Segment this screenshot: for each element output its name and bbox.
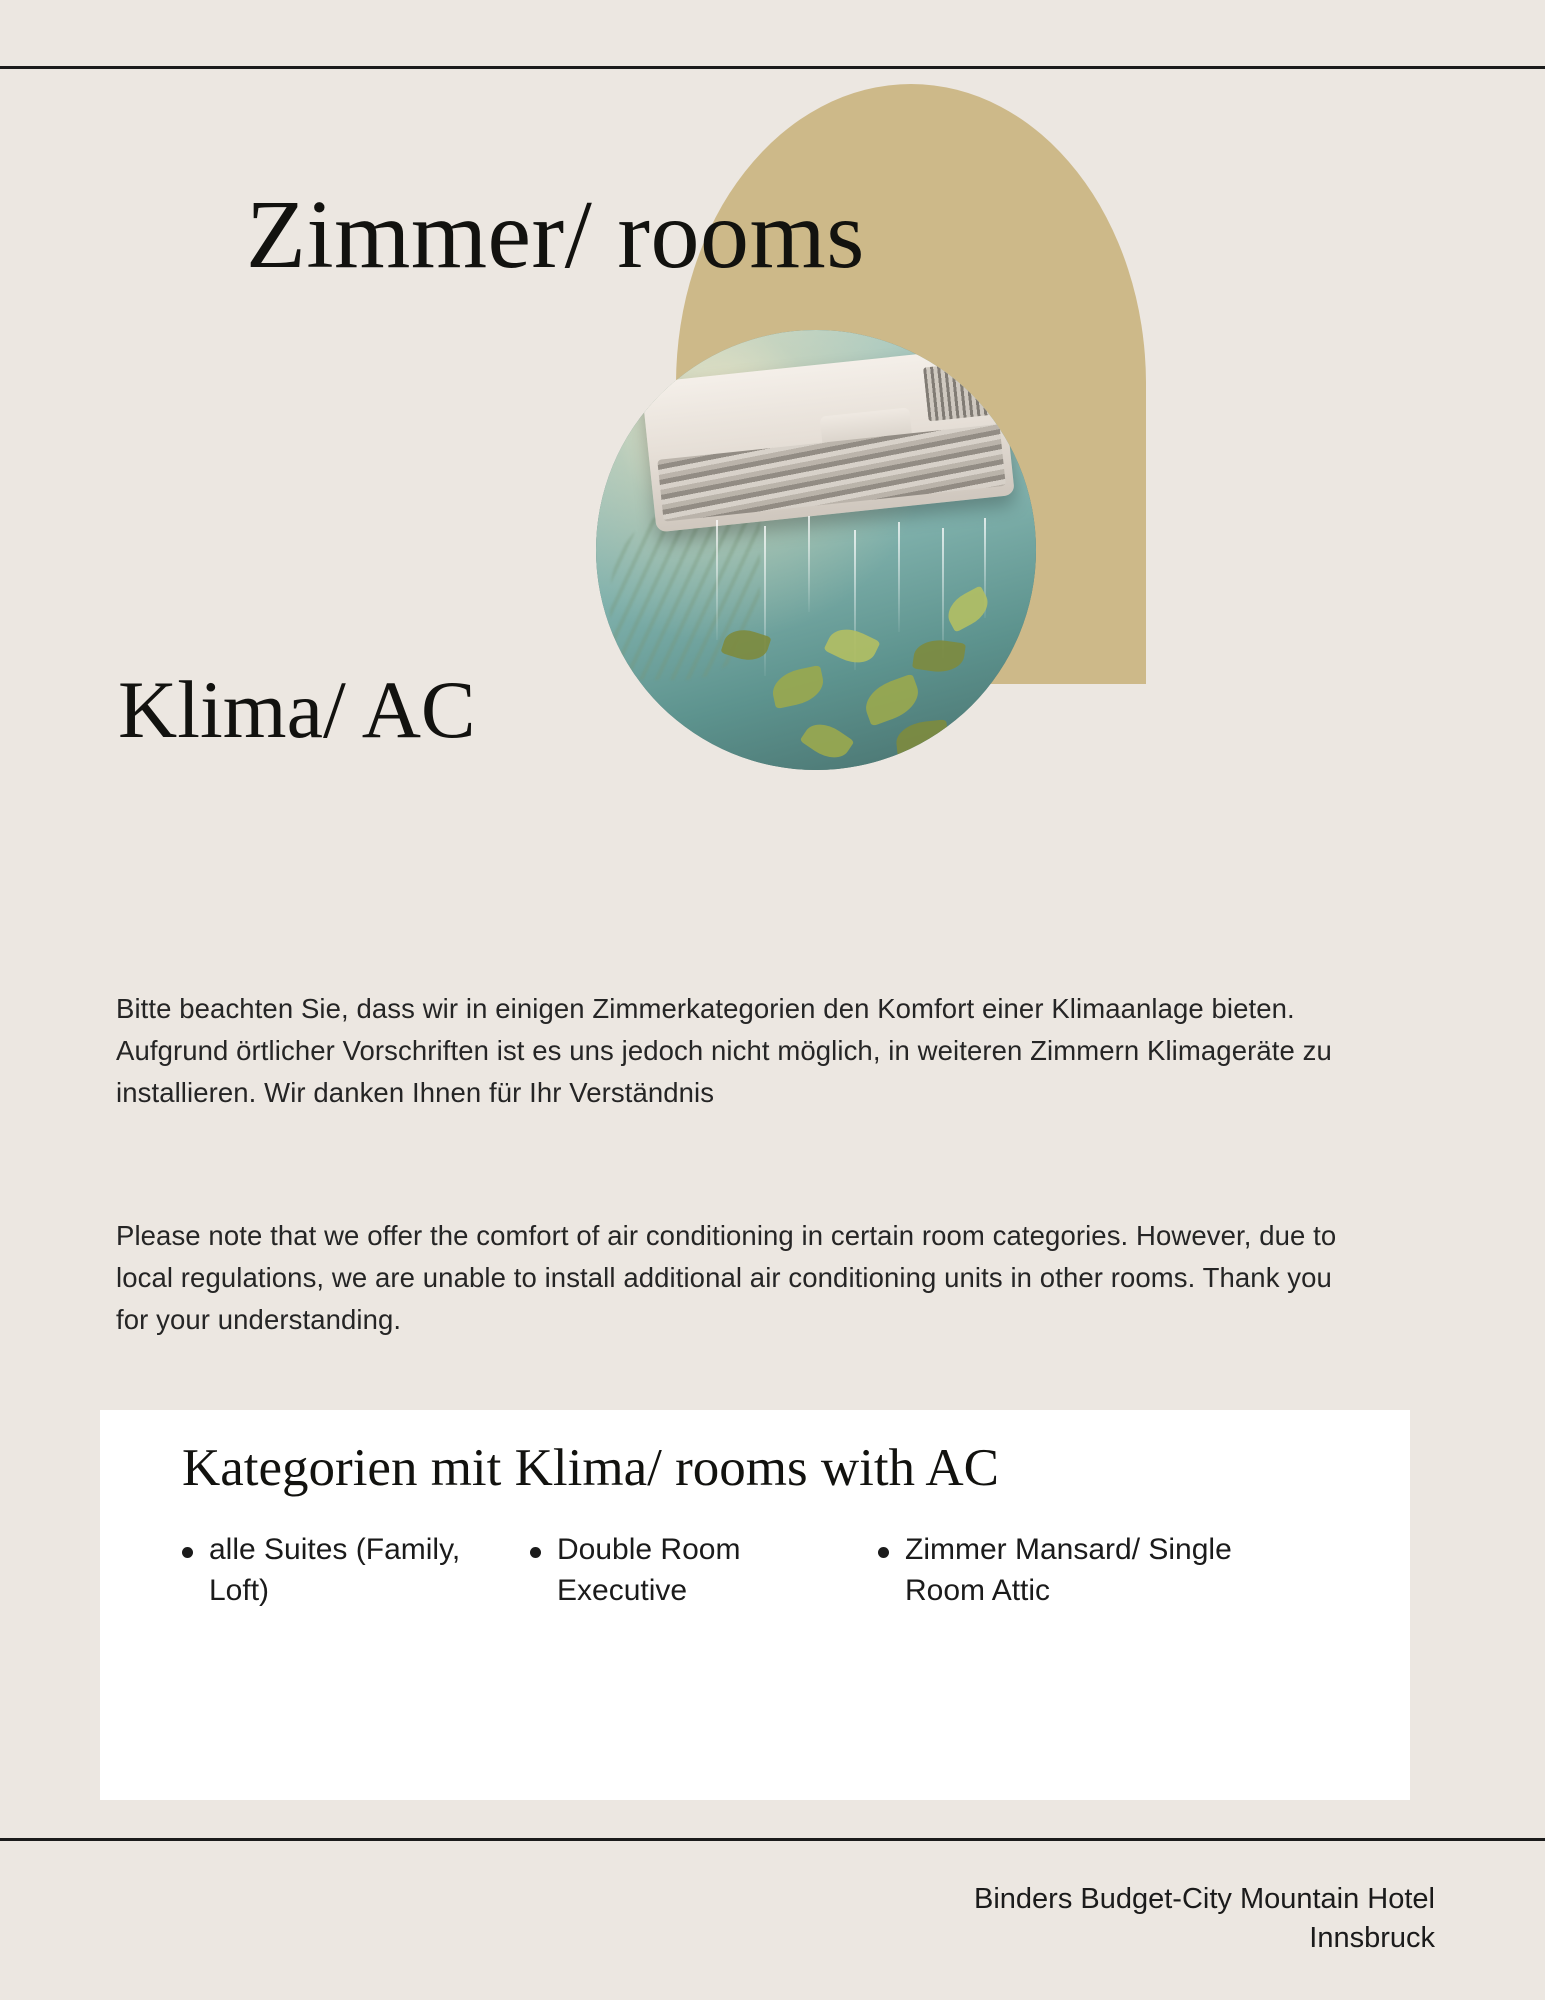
categories-list: [182, 1530, 1342, 1611]
air-conditioner-photo: [596, 330, 1036, 770]
page-title: Zimmer/ rooms: [246, 181, 865, 289]
leaf: [860, 674, 925, 727]
leaf: [912, 637, 966, 676]
ac-unit-graphic: [641, 346, 1015, 533]
list-item: [530, 1530, 860, 1611]
footer: [0, 1880, 1435, 1958]
list-item-label: Double Room Executive: [557, 1533, 741, 1607]
leaf: [769, 665, 827, 709]
list-item: [878, 1530, 1238, 1611]
footer-hotel-name: Binders Budget-City Mountain Hotel: [973, 1883, 1435, 1915]
photo-background: [596, 330, 1036, 770]
bottom-divider: [0, 1838, 1545, 1841]
list-item-label: Zimmer Mansard/ Single Room Attic: [905, 1533, 1232, 1607]
leaf: [823, 621, 880, 671]
bullet-icon: [182, 1547, 193, 1558]
leaf: [800, 716, 855, 767]
paragraph-german: Bitte beachten Sie, dass wir in einigen Zimmerkategorien den Komfort einer Klimaanlage bieten. Aufgrund örtlicher Vorschriften ist es uns jedoch nicht möglich, in weiteren Zimmern Klimageräte zu installieren. Wir danken Ihnen für Ihr Verständnis: [116, 993, 1332, 1108]
water-drip: [716, 520, 718, 640]
water-drip: [942, 528, 944, 658]
list-item-label: alle Suites (Family, Loft): [209, 1533, 461, 1607]
water-drip: [808, 516, 810, 612]
bullet-icon: [878, 1547, 889, 1558]
water-drip: [898, 522, 900, 632]
bullet-icon: [530, 1547, 541, 1558]
footer-city: Innsbruck: [1309, 1922, 1435, 1955]
list-item: [182, 1530, 512, 1611]
ac-grille: [923, 361, 990, 421]
categories-card: [100, 1410, 1410, 1800]
paragraph-english: Please note that we offer the comfort of air conditioning in certain room categories. However, due to local regulations, we are unable to install additional air conditioning units in other rooms. Thank you for your understanding.: [116, 1220, 1337, 1335]
top-divider: [0, 66, 1545, 69]
page-subtitle: Klima/ AC: [118, 664, 476, 755]
leaf: [894, 719, 949, 756]
leaf: [942, 585, 995, 632]
categories-title: Kategorien mit Klima/ rooms with AC: [182, 1439, 999, 1497]
